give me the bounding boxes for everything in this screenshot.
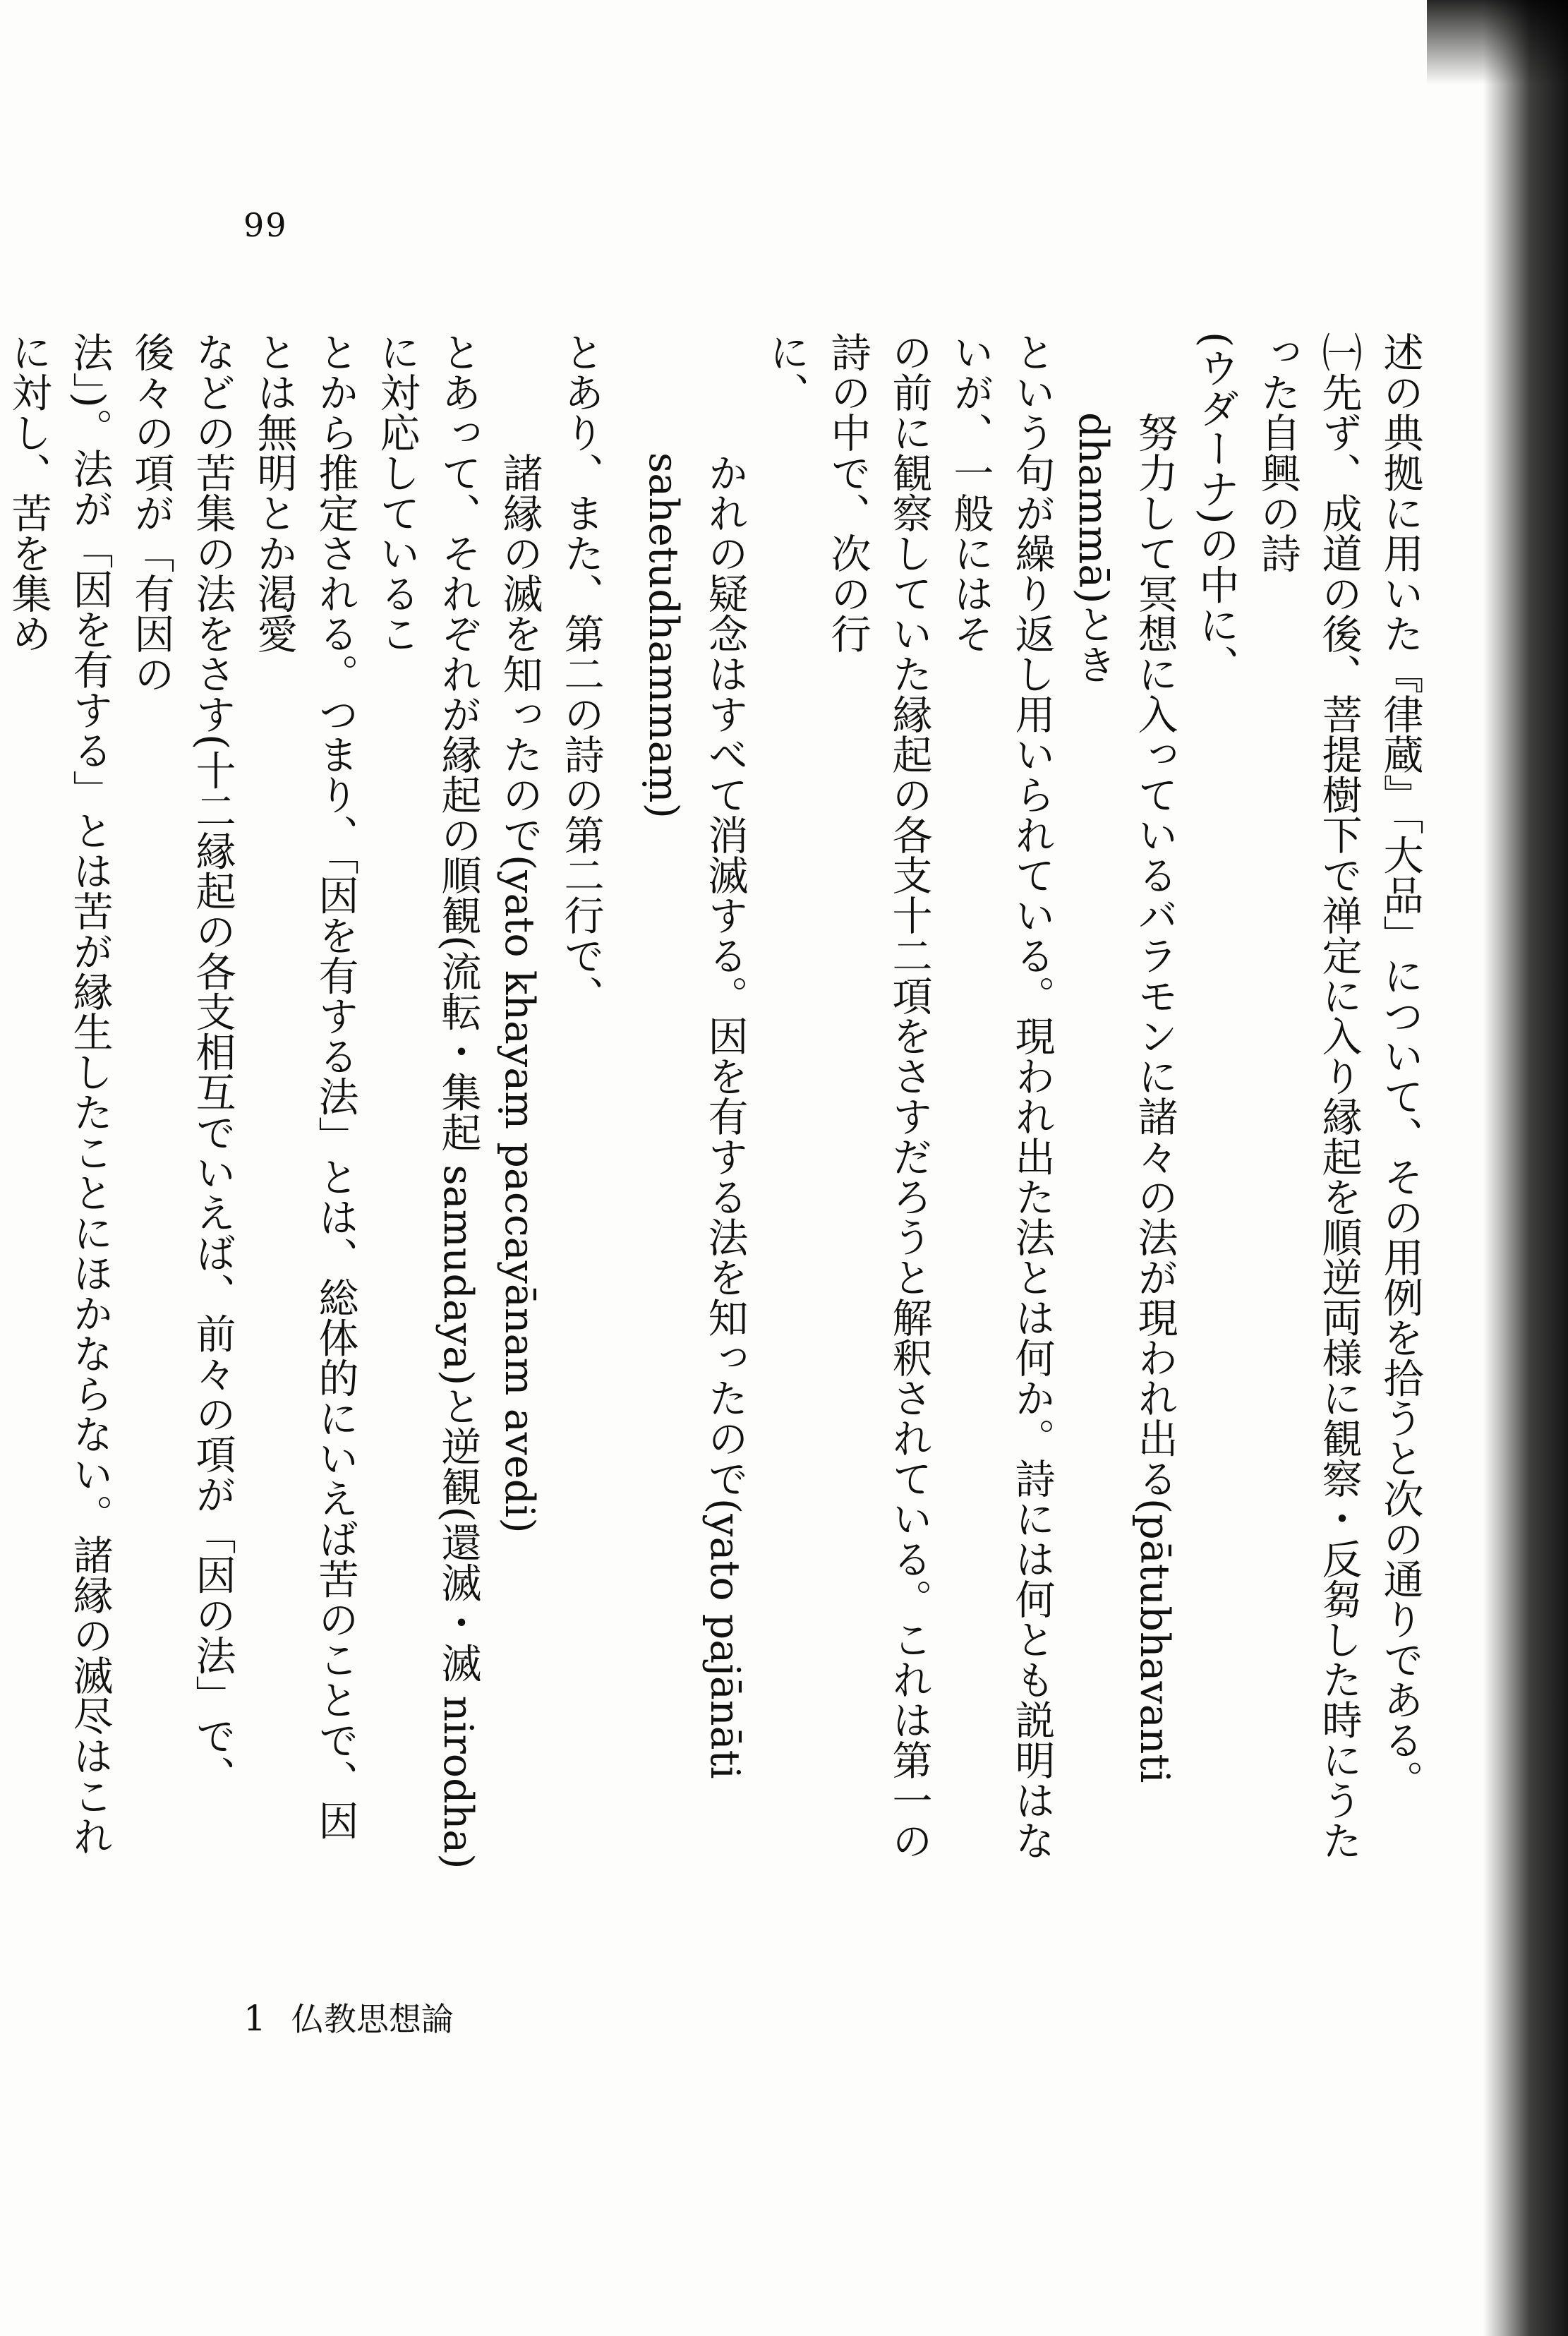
vertical-body-text: [5, 332, 1430, 1870]
text-line: の前に観察していた縁起の各支十二項をさすだろうと解釈されている。これは第一の詩の中で、次の行: [824, 332, 932, 1860]
scanner-shadow-corner: [1427, 0, 1568, 85]
text-line-quote: 諸縁の滅を知ったので(yato khayaṃ paccayānam avedi): [496, 452, 543, 1534]
text-line: に、: [763, 332, 809, 412]
text-line: (ウダーナ)の中に、: [1193, 332, 1239, 685]
chapter-title: 仏教思想論: [291, 2000, 454, 2038]
text-line: という句が繰り返し用いられている。現われ出た法とは何か。詩には何とも説明はないが、一般にはそ: [947, 332, 1055, 1860]
text-line: などの苦集の法をさす(十二縁起の各支相互でいえば、前々の項が「因の法」で、後々の項が「有因の: [128, 332, 236, 1796]
scanner-shadow-edge: [1483, 0, 1568, 2336]
text-line: 法」)。法が「因を有する」とは苦が縁生したことにほかならない。諸縁の滅尽はこれに対し、苦を集め: [5, 332, 113, 1856]
text-line: 述の典拠に用いた『律蔵』「大品」について、その用例を拾うと次の通りである。: [1377, 332, 1423, 1800]
text-line-quote: 努力して冥想に入っているバラモンに諸々の法が現われ出る(pātubhavanti dhammā)とき: [1070, 412, 1178, 1796]
text-line: ㈠先ず、成道の後、菩提樹下で禅定に入り縁起を順逆両様に観察・反芻した時にうたった自興の詩: [1254, 332, 1362, 1860]
page-number: 99: [243, 206, 288, 244]
running-footer: [243, 1994, 454, 2040]
text-line: とあって、それぞれが縁起の順観(流転・集起 samudaya)と逆観(還滅・滅 nirodha)に対応しているこ: [373, 332, 481, 1870]
text-line-quote: かれの疑念はすべて消滅する。因を有する法を知ったので(yato pajānāti sahetudhammaṃ): [640, 452, 748, 1792]
chapter-number: 1: [243, 1998, 266, 2039]
text-line: とあり、また、第二の詩の第二行で、: [557, 332, 604, 1016]
text-line: とから推定される。つまり、「因を有する法」とは、総体的にいえば苦のことで、因とは無明とか渇愛: [251, 332, 358, 1841]
